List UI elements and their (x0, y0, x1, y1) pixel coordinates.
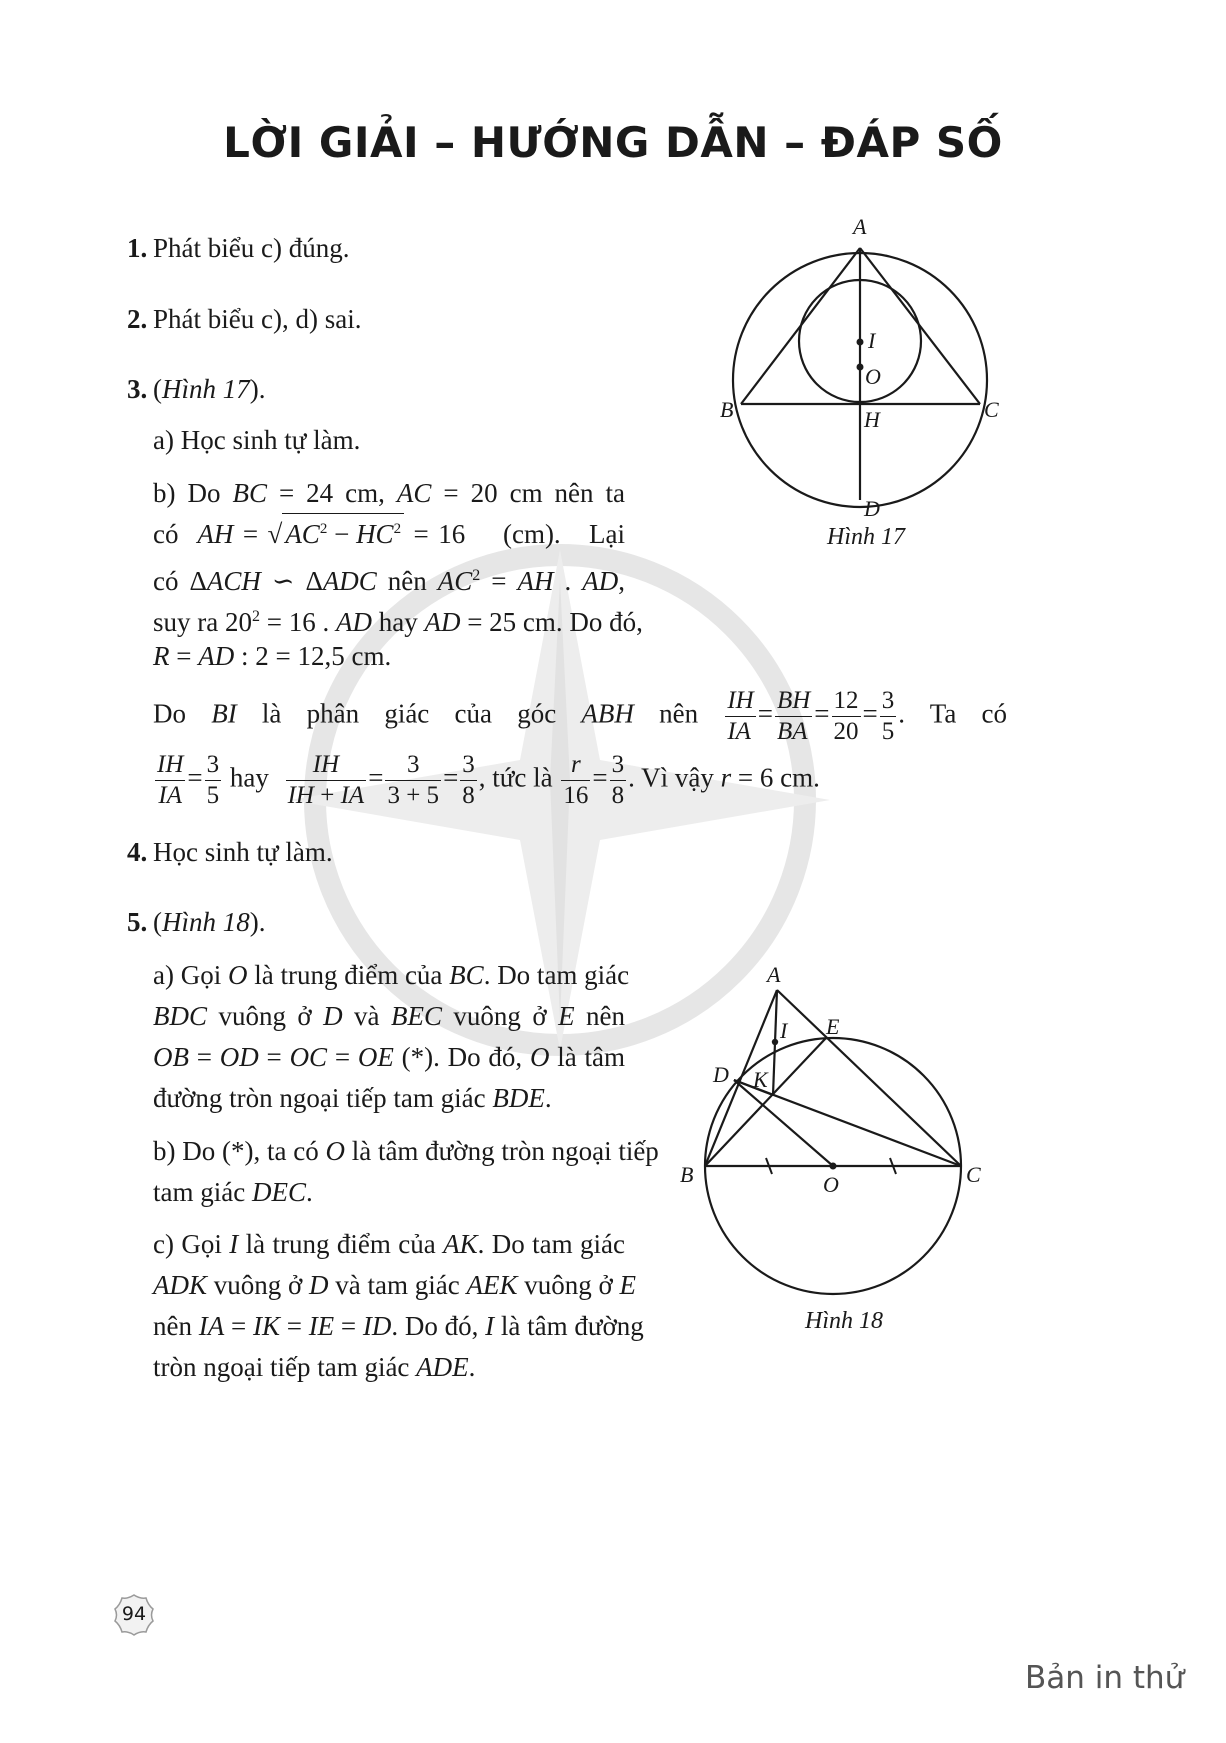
label-B: B (720, 397, 734, 422)
item-3b-line2: có AH = √ $AC^2 - HC^2 = 16$ (cm). Lại (153, 512, 625, 557)
item-ref-5: (Hình 18). (153, 907, 266, 937)
item-3b-line1: b) Do BC = 24 cm, AC = 20 cm nên ta (153, 478, 626, 508)
item-5c-line1: c) Gọi I là trung điểm của AK. Do tam giác (153, 1229, 625, 1259)
item-5c-line2: ADK vuông ở D và tam giác AEK vuông ở E (153, 1270, 637, 1300)
label-C: C (984, 397, 999, 422)
item-text-1: Phát biểu c) đúng. (153, 233, 350, 263)
item-5b-line1: b) Do (*), ta có O là tâm đường tròn ngoại tiếp (153, 1136, 659, 1166)
item-5a-line4: đường tròn ngoại tiếp tam giác BDE. (153, 1083, 552, 1113)
label-I: I (780, 1018, 788, 1043)
item-5a-line2: BDC vuông ở D và BEC vuông ở E nên (153, 1001, 626, 1031)
item-5a-line3: OB = OD = OC = OE (*). Do đó, O là tâm (153, 1042, 625, 1072)
item-number-1: 1. (127, 233, 148, 263)
label-D: D (864, 496, 880, 520)
item-3b-line7: $\frac{IH}{IA}$ = $\frac{3}{5}$ hay $\frac{IH}{IH + IA}$ = $\frac{3}{3 + 5}$ = $\frac{3}{8}$ , tức là $\frac{r}{16}$ = $\frac{3}{8}$ . Vì vậy r = 6 cm. (157, 751, 820, 809)
caption-figure-18: Hình 18 (805, 1308, 883, 1334)
item-text-2: Phát biểu c), d) sai. (153, 304, 362, 334)
item-number-2: 2. (127, 304, 148, 334)
item-3a: a) Học sinh tự làm. (153, 425, 361, 455)
draft-label: Bản in thử (1025, 1660, 1185, 1696)
label-I: I (868, 328, 876, 353)
page-number: 94 (121, 1603, 147, 1625)
figure-17 (700, 210, 1030, 520)
item-5c-line4: tròn ngoại tiếp tam giác ADE. (153, 1352, 476, 1382)
item-3b-line5: R = AD : 2 = 12,5 cm. (153, 641, 392, 671)
item-ref-3: (Hình 17). (153, 374, 266, 404)
label-H: H (864, 407, 880, 432)
label-C: C (966, 1162, 981, 1187)
label-O: O (865, 364, 881, 389)
figure-18 (670, 960, 1000, 1310)
label-B: B (680, 1162, 694, 1187)
label-A: A (767, 962, 781, 987)
label-K: K (753, 1067, 768, 1092)
item-text-4: Học sinh tự làm. (153, 837, 333, 867)
item-3b-line6: Do BI là phân giác của góc ABH nên $\frac{IH}{IA}$ = $\frac{BH}{BA}$ = $\frac{12}{20}$ = $\frac{3}{5}$ . Ta có (153, 687, 1008, 745)
figure-ref: Hình 18 (162, 907, 250, 937)
label-O: O (823, 1172, 839, 1197)
label-A: A (853, 214, 867, 239)
item-3b-line4: suy ra $20^2 = 16$ . AD hay AD = 25 cm. Do đó, (153, 607, 643, 637)
item-number-5: 5. (127, 907, 148, 937)
item-number-4: 4. (127, 837, 148, 867)
item-number-3: 3. (127, 374, 148, 404)
item-5a-line1: a) Gọi O là trung điểm của BC. Do tam giác (153, 960, 630, 990)
figure-ref: Hình 17 (162, 374, 250, 404)
item-5b-line2: tam giác DEC. (153, 1177, 313, 1207)
item-3b-line3: có ΔACH ∽ ΔADC nên $AC^2$ = AH . AD, (153, 566, 625, 596)
label-E: E (826, 1014, 840, 1039)
label-D: D (713, 1062, 729, 1087)
caption-figure-17: Hình 17 (827, 524, 905, 550)
item-5c-line3: nên IA = IK = IE = ID. Do đó, I là tâm đường (153, 1311, 644, 1341)
page-title: LỜI GIẢI – HƯỚNG DẪN – ĐÁP SỐ (223, 118, 1003, 167)
